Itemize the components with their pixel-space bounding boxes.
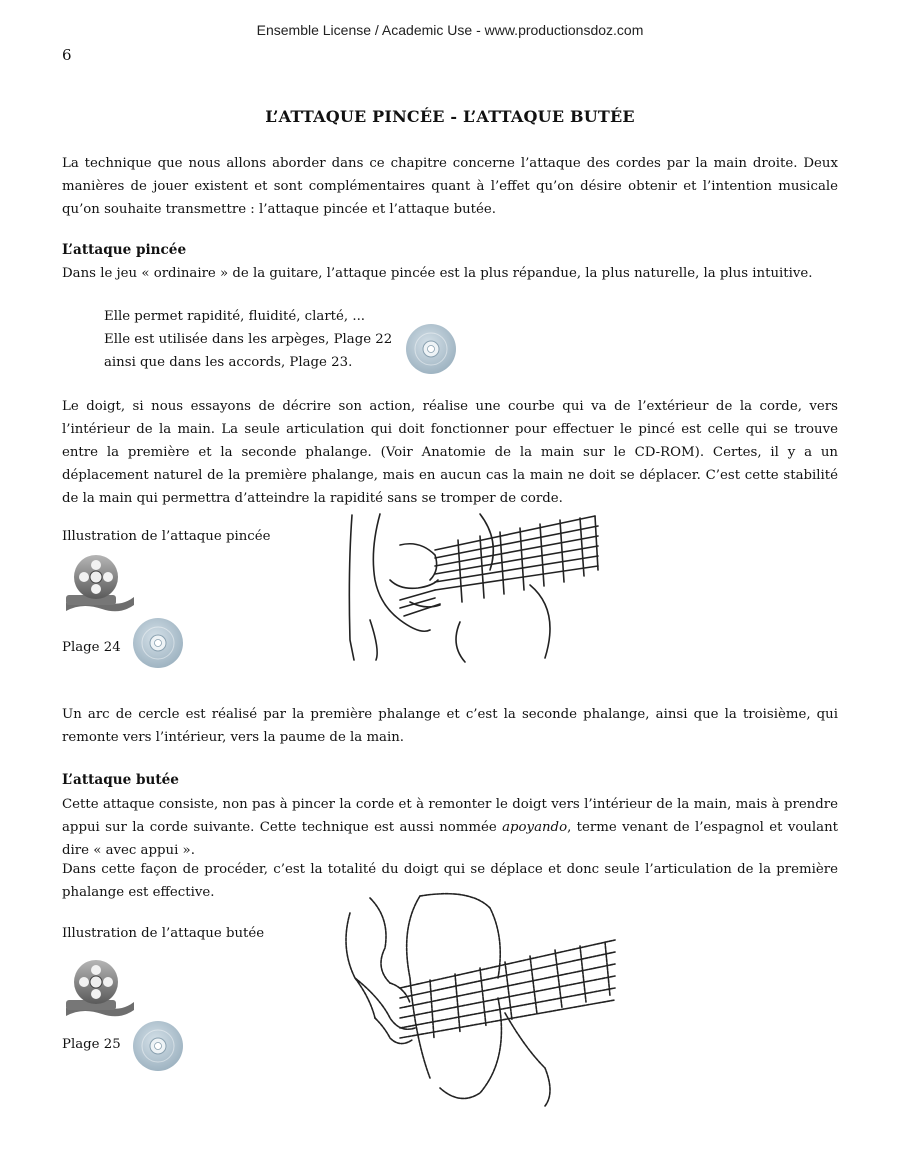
pincee-description: Le doigt, si nous essayons de décrire son action, réalise une courbe qui va de l’extérieur de la corde, vers l’intérieur de la main. La seule articulation qui doit fonctionner pour effectuer le pincé est celle qui se trouve entre la première et la seconde phalange. (Voir Anatomie de la main sur le CD-ROM). Certes, il y a un déplacement naturel de la première phalange, mais en aucun cas la main ne doit se déplacer. C’est cette stabilité de la main qui permettra d’atteindre la rapidité sans se tromper de corde. (62, 399, 838, 506)
illustration-label-pincee: Illustration de l’attaque pincée (62, 529, 271, 544)
list-item: Elle permet rapidité, fluidité, clarté, ... (104, 309, 366, 324)
cd-icon[interactable] (405, 323, 457, 375)
track-label: Plage 24 (62, 640, 121, 655)
pincee-after-paragraph: Un arc de cercle est réalisé par la première phalange et c’est la seconde phalange, ainsi que la troisième, qui remonte vers l’intérieur, vers la paume de la main. (62, 707, 838, 745)
section-heading-pincee: L’attaque pincée (62, 242, 187, 258)
license-header: Ensemble License / Academic Use - www.productionsdoz.com (256, 22, 644, 38)
butee-paragraph-2: Dans cette façon de procéder, c’est la totalité du doigt qui se déplace et donc seule l’articulation de la première phalange est effective. (62, 862, 838, 900)
track-label: Plage 25 (62, 1037, 121, 1052)
butee-text-after: , terme venant de l’espagnol et voulant dire « avec appui ». (62, 820, 838, 858)
cd-icon[interactable] (132, 1020, 184, 1072)
intro-paragraph: La technique que nous allons aborder dans ce chapitre concerne l’attaque des cordes par la main droite. Deux manières de jouer existent et sont complémentaires quant à l’effet qu’on désire obtenir et l’intention musicale qu’on souhaite transmettre : l’attaque pincée et l’attaque butée. (62, 156, 838, 217)
page-number: 6 (62, 46, 72, 64)
page-title: L’ATTAQUE PINCÉE - L’ATTAQUE BUTÉE (265, 107, 635, 126)
illustration-label-butee: Illustration de l’attaque butée (62, 926, 265, 941)
section-heading-butee: L’attaque butée (62, 772, 179, 788)
cd-icon[interactable] (132, 617, 184, 669)
film-reel-icon[interactable] (62, 553, 136, 615)
pincee-lead: Dans le jeu « ordinaire » de la guitare, l’attaque pincée est la plus répandue, la plus naturelle, la plus intuitive. (62, 266, 813, 281)
apoyando-term: apoyando (502, 820, 568, 835)
list-item: ainsi que dans les accords, Plage 23. (104, 355, 353, 370)
rest-stroke-illustration (330, 888, 630, 1110)
plucking-illustration (340, 510, 610, 665)
butee-paragraph-1 (62, 793, 838, 862)
butee-text-before: Cette attaque consiste, non pas à pincer la corde et à remonter le doigt vers l’intérieur de la main, mais à prendre appui sur la corde suivante. Cette technique est aussi nommée (62, 797, 838, 835)
list-item: Elle est utilisée dans les arpèges, Plage 22 (104, 332, 393, 347)
film-reel-icon[interactable] (62, 958, 136, 1020)
